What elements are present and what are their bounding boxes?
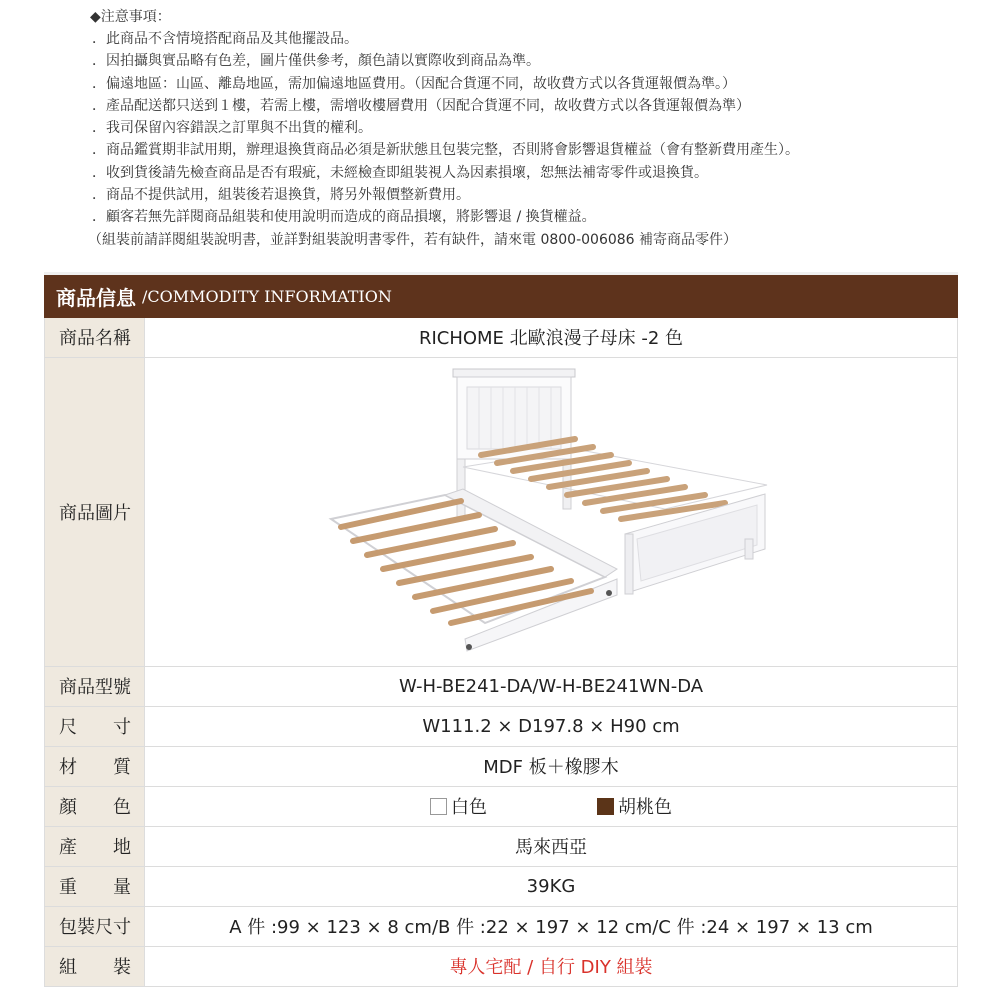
notice-section [90, 6, 970, 251]
section-header [44, 272, 958, 318]
label-assembly [45, 946, 145, 986]
label-origin-b: 地 [113, 837, 131, 858]
label-package: 包裝尺寸 [45, 906, 145, 946]
row-size [45, 706, 958, 746]
notice-item: ．偏遠地區：山區、離島地區，需加偏遠地區費用。（因配合貨運不同，故收費方式以各貨運報價為準。） [92, 75, 736, 92]
section-title: 商品信息 [56, 286, 136, 310]
product-image [145, 359, 957, 665]
notice-title: ◆注意事項： [90, 9, 171, 25]
row-name [45, 318, 958, 357]
value-size: W111.2 × D197.8 × H90 cm [145, 706, 958, 746]
row-weight [45, 866, 958, 906]
value-origin: 馬來西亞 [145, 826, 958, 866]
value-weight: 39KG [145, 866, 958, 906]
label-weight-b: 量 [113, 877, 131, 898]
section-subtitle: /COMMODITY INFORMATION [142, 287, 392, 306]
label-material-b: 質 [113, 757, 131, 778]
value-model: W-H-BE241-DA/W-H-BE241WN-DA [145, 666, 958, 706]
label-material-a: 材 [59, 757, 77, 778]
row-image [45, 357, 958, 666]
label-weight [45, 866, 145, 906]
notice-item: ．收到貨後請先檢查商品是否有瑕疵，未經檢查即組裝視人為因素損壞，恕無法補寄零件或退換貨。 [92, 164, 708, 181]
notice-item: ．產品配送都只送到１樓，若需上樓，需增收樓層費用（因配合貨運不同，故收費方式以各貨運報價為準） [92, 97, 750, 114]
label-image: 商品圖片 [45, 357, 145, 666]
color-walnut-label: 胡桃色 [618, 797, 672, 818]
label-origin [45, 826, 145, 866]
value-package: A 件 :99 × 123 × 8 cm/B 件 :22 × 197 × 12 cm/C 件 :24 × 197 × 13 cm [145, 906, 958, 946]
label-origin-a: 產 [59, 837, 77, 858]
row-origin [45, 826, 958, 866]
notice-item: ．商品不提供試用，組裝後若退換貨，將另外報價整新費用。 [92, 187, 470, 204]
color-white-label: 白色 [451, 797, 487, 818]
row-color [45, 786, 958, 826]
white-swatch [430, 798, 447, 815]
notice-item: ．此商品不含情境搭配商品及其他擺設品。 [92, 31, 358, 47]
label-color [45, 786, 145, 826]
notice-item: ．商品鑑賞期非試用期，辦理退換貨商品必須是新狀態且包裝完整，否則將會影響退貨權益（會有整新費用產生）。 [92, 142, 799, 159]
label-weight-a: 重 [59, 877, 77, 898]
color-option-walnut [597, 793, 672, 819]
notice-item: ．我司保留內容錯誤之訂單與不出貨的權利。 [92, 120, 372, 137]
label-size-a: 尺 [59, 717, 77, 738]
value-name: RICHOME 北歐浪漫子母床 -2 色 [145, 318, 958, 357]
row-material [45, 746, 958, 786]
value-assembly: 專人宅配 / 自行 DIY 組裝 [145, 946, 958, 986]
row-model [45, 666, 958, 706]
label-size [45, 706, 145, 746]
label-material [45, 746, 145, 786]
value-material: MDF 板＋橡膠木 [145, 746, 958, 786]
walnut-swatch [597, 798, 614, 815]
notice-item: ．因拍攝與實品略有色差，圖片僅供參考，顏色請以實際收到商品為準。 [92, 53, 540, 70]
row-assembly [45, 946, 958, 986]
color-option-white [430, 793, 487, 819]
commodity-info [44, 272, 958, 987]
row-package [45, 906, 958, 946]
label-color-a: 顏 [59, 797, 77, 818]
label-name: 商品名稱 [45, 318, 145, 357]
product-image-cell [145, 357, 958, 666]
notice-item: ．顧客若無先詳閱商品組裝和使用說明而造成的商品損壞，將影響退 / 換貨權益。 [92, 209, 596, 226]
label-assembly-b: 裝 [113, 957, 131, 978]
spec-table [44, 318, 958, 987]
label-size-b: 寸 [113, 717, 131, 738]
label-color-b: 色 [113, 797, 131, 818]
notice-footer: （組裝前請詳閱組裝說明書，並詳對組裝說明書零件，若有缺件，請來電 0800-006086 補寄商品零件） [88, 231, 738, 248]
label-model: 商品型號 [45, 666, 145, 706]
value-color [145, 786, 958, 826]
label-assembly-a: 組 [59, 957, 77, 978]
